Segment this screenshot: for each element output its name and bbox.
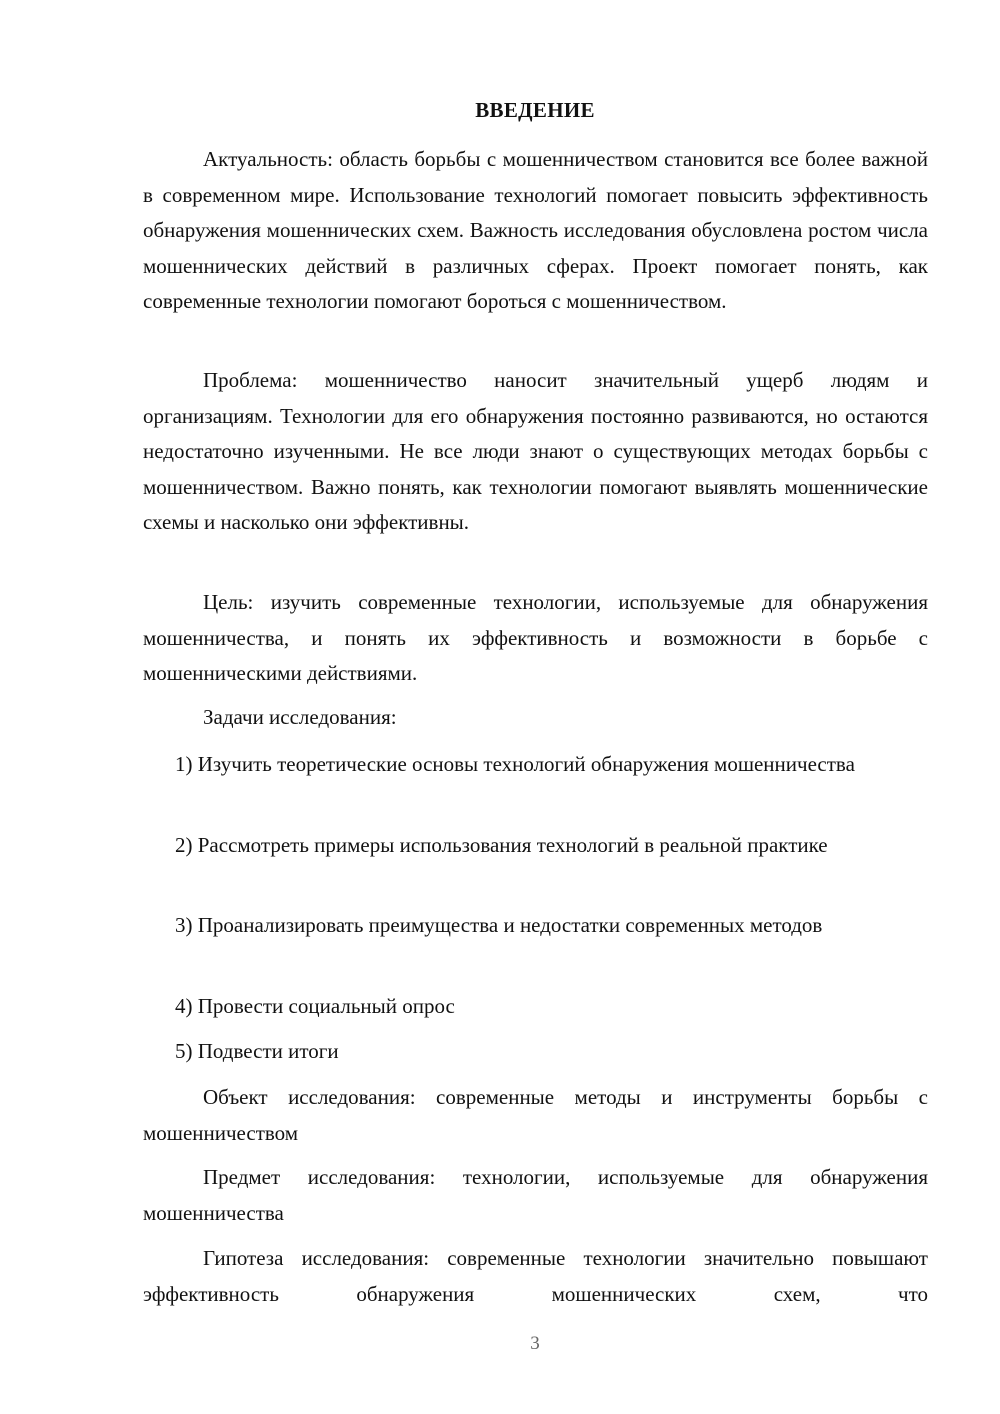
list-item-task-2: 2) Рассмотреть примеры использования технологий в реальной практике [175, 833, 828, 857]
list-item-task-5: 5) Подвести итоги [175, 1039, 339, 1063]
page-number: 3 [530, 1333, 540, 1354]
list-item-task-1: 1) Изучить теоретические основы технологий обнаружения мошенничества [175, 752, 855, 776]
list-item-task-4: 4) Провести социальный опрос [175, 994, 455, 1018]
tasks-heading: Задачи исследования: [203, 705, 397, 729]
page-title: ВВЕДЕНИЕ [475, 98, 595, 122]
paragraph-problem: Проблема: мошенничество наносит значительный ущерб людям и организациям. Технологии для его обнаружения постоянно развиваются, но остаются недостаточно изученными. Не все люди знают о существующих методах борьбы с мошенничеством. Важно понять, как технологии помогают выявлять мошеннические схемы и насколько они эффективны. [143, 368, 928, 534]
paragraph-hypothesis: Гипотеза исследования: современные технологии значительно повышают эффективность обнаружения мошеннических схем, что [143, 1246, 928, 1306]
list-item-task-3: 3) Проанализировать преимущества и недостатки современных методов [175, 913, 823, 937]
paragraph-subject: Предмет исследования: технологии, используемые для обнаружения мошенничества [143, 1165, 928, 1225]
paragraph-object: Объект исследования: современные методы и инструменты борьбы с мошенничеством [143, 1085, 928, 1145]
paragraph-relevance: Актуальность: область борьбы с мошенничеством становится все более важной в современном мире. Использование технологий помогает повысить эффективность обнаружения мошеннических схем. Важность исследования обусловлена ростом числа мошеннических действий в различных сферах. Проект помогает понять, как современные технологии помогают бороться с мошенничеством. [143, 147, 928, 313]
paragraph-goal: Цель: изучить современные технологии, используемые для обнаружения мошенничества, и понять их эффективность и возможности в борьбе с мошенническими действиями. [143, 590, 928, 685]
